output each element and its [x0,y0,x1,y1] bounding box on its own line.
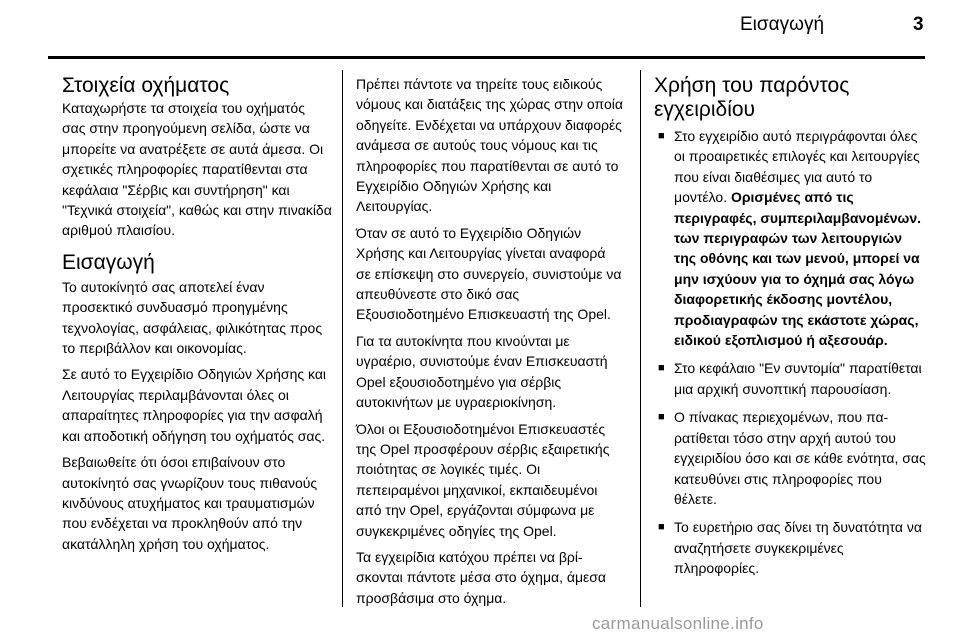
paragraph-owner-manuals: Τα εγχειρίδια κατόχου πρέπει να βρίσκονται πάντοτε μέσα στο όχημα, άμεσα προσβάσιμα στο όχημα. [356,548,607,606]
paragraph-intro-1: Το αυτοκίνητό σας αποτελεί έναν προσεκτικό συνδυασμό προηγμένης τεχνολογίας, ασφάλειας, φιλικότητας προς το περιβάλλον και οικονομίας. [62,278,323,357]
paragraph-intro-2: Σε αυτό το Εγχειρίδιο Οδηγιών Χρήσης και Λειτουργίας περιλαμβάνονται όλες οι απαραίτητες πληροφορίες για την ασφαλή και αποδοτική οδήγηση του οχήματός σας. [62,366,327,444]
paragraph-lpg: Για τα αυτοκίνητα που κινούνται με υγραέριο, συνιστούμε έναν Επισκευαστή Opel εξουσιοδοτημένο για σέρβις αυτοκινήτων με υγραεριοκίνηση. [356,332,608,411]
column-divider-left [342,70,343,607]
bullet-text: Ο πίνακας περιεχομένων, που παρατίθεται τόσο στην αρχή αυτού του εγχειριδίου όσο και σε κάθε ενότητα, σας κατευθύνει στις πληροφορίες που θέλετε. [674,409,926,507]
bullet-list [654,126,926,579]
bullet-square-icon: ■ [658,362,665,375]
page-number: 3 [913,14,924,35]
watermark: carmanualsonline.info [592,614,764,633]
list-item [654,407,926,509]
column-left [62,74,332,560]
heading-using-manual: Χρήση του παρόντος εγχειριδίου [654,74,850,121]
paragraph-laws: Πρέπει πάντοτε να τηρείτε τους ειδικούς νόμους και διατάξεις της χώρας στην οποία οδηγείτε. Ενδέχεται να υπάρχουν διαφορές ανάμεσα σε αυτούς τους νόμους και τις πληροφορίες που παρατίθενται σε αυτό το Εγχειρίδιο Οδηγιών Χρήσης και Λειτουργίας. [356,76,623,215]
bullet-square-icon: ■ [658,411,665,424]
column-right [654,74,926,587]
column-middle [356,74,624,614]
paragraph-service-quality: Όλοι οι Εξουσιοδοτημένοι Επισκευαστές της Opel προσφέρουν σέρβις εξαιρετικής ποιότητας σε λογικές τιμές. Οι πεπειραμένοι μηχανικοί, εκπαιδευμένοι από την Opel, εργάζονται σύμφωνα με συγκεκριμένες οδηγίες της Opel. [356,420,610,539]
paragraph-workshop: Όταν σε αυτό το Εγχειρίδιο Οδηγιών Χρήσης και Λειτουργίας γίνεται αναφορά σε επίσκεψη στο συνεργείο, συνιστούμε να απευθύνεστε στο δικό σας Εξουσιοδοτημένο Επισκευαστή της Opel. [356,224,622,323]
list-item [654,358,926,399]
bullet-text: Στο εγχειρίδιο αυτό περιγράφονται όλες οι προαιρετικές επιλογές και λειτουργίες που είναι διαθέσιμες για αυτό το μοντέλο. [674,128,920,206]
heading-introduction: Εισαγωγή [62,250,155,274]
bullet-text: Το ευρετήριο σας δίνει τη δυνατότητα να αναζητήσετε συγκεκριμένες πληροφορίες. [674,519,922,577]
bullet-text-bold: Ορισμένες από τις περιγραφές, συμπεριλαμβανομένων. των περιγραφών των λειτουργιών της οθόνης και των μενού, μπορεί να μην ισχύουν για το όχημά σας λόγω διαφορετικής έκδοσης μοντέλου, προδιαγραφών της εκάστοτε χώρας, ειδικού εξοπλισμού ή αξεσουάρ. [674,189,922,349]
column-divider-right [640,70,641,607]
header-rule [48,56,925,59]
paragraph-vehicle-details: Καταχωρήστε τα στοιχεία του οχήματός σας στην προηγούμενη σελίδα, ώστε να μπορείτε να ανατρέξετε σε αυτά άμεσα. Οι σχετικές πληροφορίες παρατίθενται στα κεφάλαια "Σέρβις και συντήρηση" και "Τεχνικά στοιχεία", καθώς και στην πινακίδα αριθμού πλαισίου. [62,100,332,239]
list-item [654,517,926,578]
page-header-title: Εισαγωγή [740,14,825,35]
bullet-square-icon: ■ [658,130,665,142]
paragraph-intro-3: Βεβαιωθείτε ότι όσοι επιβαίνουν στο αυτοκίνητό σας γνωρίζουν τους πιθανούς κινδύνους ατυχήματος και τραυματισμών που ενδέχεται να προκληθούν από την ακατάλληλη χρήση του οχήματος. [62,454,318,552]
list-item [654,126,926,350]
bullet-square-icon: ■ [658,521,665,534]
bullet-text: Στο κεφάλαιο "Εν συντομία" παρατίθεται μια αρχική συνοπτική παρουσίαση. [674,360,922,397]
heading-vehicle-details: Στοιχεία οχήματος [62,74,230,97]
